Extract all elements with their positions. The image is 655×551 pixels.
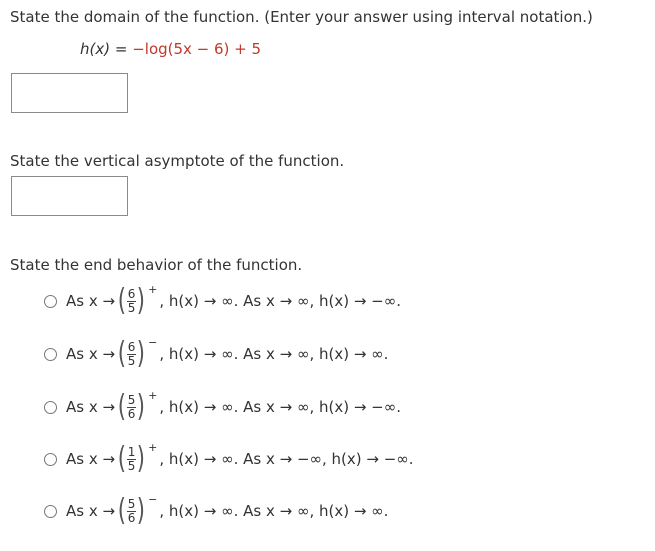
fraction-numerator: 6	[127, 286, 136, 301]
option-tail: , h(x) → ∞. As x → ∞, h(x) → −∞.	[159, 398, 401, 416]
end-behavior-option-5[interactable]	[44, 491, 388, 531]
end-behavior-option-1[interactable]	[44, 281, 401, 321]
fraction-group: ( $\frac{6}{5}$ )	[117, 336, 146, 371]
fraction-group: ( $\frac{5}{6}$ )	[117, 493, 146, 528]
function-equals: =	[110, 40, 133, 58]
as-x-label: As x →	[66, 292, 116, 310]
radio-button[interactable]	[44, 295, 57, 308]
as-x-label: As x →	[66, 345, 116, 363]
end-behavior-option-2[interactable]	[44, 334, 388, 374]
end-behavior-question: State the end behavior of the function.	[10, 256, 303, 274]
radio-button[interactable]	[44, 505, 57, 518]
radio-button[interactable]	[44, 348, 57, 361]
limit-sign: +	[148, 282, 158, 296]
fraction-group: ( $\frac{1}{5}$ )	[117, 441, 146, 476]
fraction-numerator: 6	[127, 339, 136, 354]
fraction-denominator: 5	[127, 458, 136, 473]
limit-sign: +	[148, 440, 158, 454]
domain-answer-input[interactable]	[11, 73, 128, 113]
fraction-numerator: 5	[127, 392, 136, 407]
option-tail: , h(x) → ∞. As x → ∞, h(x) → −∞.	[159, 292, 401, 310]
end-behavior-option-4[interactable]	[44, 439, 414, 479]
radio-button[interactable]	[44, 453, 57, 466]
fraction-group: ( $\frac{5}{6}$ )	[117, 389, 146, 424]
fraction-denominator: 6	[127, 406, 136, 421]
fraction-denominator: 6	[127, 510, 136, 525]
fraction-group: ( $\frac{6}{5}$ )	[117, 283, 146, 318]
as-x-label: As x →	[66, 502, 116, 520]
limit-sign: −	[148, 335, 158, 349]
end-behavior-option-3[interactable]	[44, 387, 401, 427]
as-x-label: As x →	[66, 450, 116, 468]
asymptote-answer-input[interactable]	[11, 176, 128, 216]
radio-button[interactable]	[44, 401, 57, 414]
function-definition	[80, 40, 261, 58]
function-lhs: h(x)	[80, 40, 111, 58]
as-x-label: As x →	[66, 398, 116, 416]
domain-question: State the domain of the function. (Enter your answer using interval notation.)	[10, 8, 593, 26]
fraction-numerator: 5	[127, 496, 136, 511]
asymptote-question: State the vertical asymptote of the function.	[10, 152, 345, 170]
limit-sign: −	[148, 492, 158, 506]
fraction-denominator: 5	[127, 353, 136, 368]
option-tail: , h(x) → ∞. As x → ∞, h(x) → ∞.	[159, 502, 389, 520]
limit-sign: +	[148, 388, 158, 402]
fraction-numerator: 1	[127, 444, 136, 459]
function-rhs: −log(5x − 6) + 5	[132, 40, 262, 58]
option-tail: , h(x) → ∞. As x → ∞, h(x) → ∞.	[159, 345, 389, 363]
option-tail: , h(x) → ∞. As x → −∞, h(x) → −∞.	[159, 450, 414, 468]
fraction-denominator: 5	[127, 300, 136, 315]
